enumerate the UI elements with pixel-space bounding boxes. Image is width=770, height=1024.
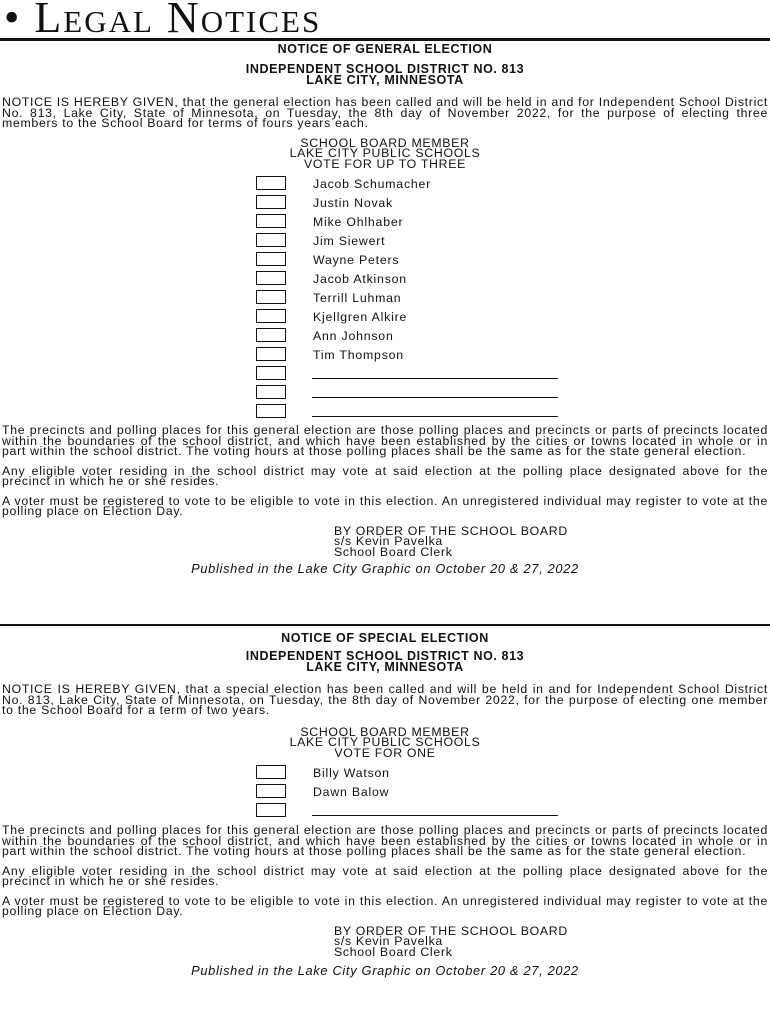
candidate-name: Kjellgren Alkire — [313, 310, 408, 324]
ballot-checkbox[interactable] — [256, 404, 286, 418]
ballot-checkbox[interactable] — [256, 195, 286, 209]
candidate-row — [0, 195, 770, 214]
candidate-row — [0, 309, 770, 328]
ballot-heading-1: SCHOOL BOARD MEMBER — [300, 135, 470, 150]
ballot-heading-3: VOTE FOR ONE — [334, 745, 436, 760]
ballot-checkbox[interactable] — [256, 214, 286, 228]
signature-line-1: BY ORDER OF THE SCHOOL BOARD — [334, 523, 568, 538]
candidate-name: Ann Johnson — [313, 329, 394, 343]
ballot-checkbox[interactable] — [256, 290, 286, 304]
notice-district: INDEPENDENT SCHOOL DISTRICT NO. 813 — [245, 62, 525, 76]
ballot-checkbox[interactable] — [256, 347, 286, 361]
candidate-row — [0, 347, 770, 366]
signature-line-2: s/s Kevin Pavelka — [334, 934, 443, 948]
ballot-checkbox[interactable] — [256, 176, 286, 190]
notice-district: INDEPENDENT SCHOOL DISTRICT NO. 813 — [245, 649, 525, 663]
signature-line-2: s/s Kevin Pavelka — [334, 534, 443, 548]
ballot-checkbox[interactable] — [256, 385, 286, 399]
candidate-name: Tim Thompson — [313, 348, 404, 362]
notice-intro: NOTICE IS HEREBY GIVEN, that a special election has been called and will be held in and for Independent School District No. 813, Lake City, State of Minnesota, on Tuesday, the 8th day of November 2022, for the purpose of electing one member to the School Board for a term of two years. — [2, 682, 768, 717]
notice-intro: NOTICE IS HEREBY GIVEN, that the general election has been called and will be held in and for Independent School District No. 813, Lake City, State of Minnesota, on Tuesday, the 8th day of November 2022, for the purpose of electing three members to the School Board for terms of fours years each. — [2, 95, 768, 130]
ballot-checkbox[interactable] — [256, 271, 286, 285]
candidate-row — [0, 176, 770, 195]
ballot-checkbox[interactable] — [256, 366, 286, 380]
candidate-name: Justin Novak — [313, 196, 393, 210]
notice-city: LAKE CITY, MINNESOTA — [306, 660, 464, 674]
notice-registration-paragraph: A voter must be registered to vote to be eligible to vote in this election. An unregistered individual may register to vote at the polling place on Election Day. — [2, 493, 768, 518]
notice-precincts-paragraph: The precincts and polling places for this general election are those polling places and precincts or parts of precincts located within the boundaries of the school district, and which have been established by the cities or towns located in whole or in part within the school district. The voting hours at those polling places shall be the same as for the state general election. — [2, 823, 768, 858]
candidate-row — [0, 214, 770, 233]
notice-eligibility-paragraph: Any eligible voter residing in the school district may vote at said election at the polling place designated above for the precinct in which he or she resides. — [2, 463, 768, 488]
ballot-checkbox[interactable] — [256, 252, 286, 266]
candidate-row — [0, 290, 770, 309]
ballot-checkbox[interactable] — [256, 328, 286, 342]
section-header — [0, 0, 770, 41]
write-in-line[interactable] — [312, 378, 558, 379]
signature-line-1: BY ORDER OF THE SCHOOL BOARD — [334, 923, 568, 938]
notice-precincts-paragraph: The precincts and polling places for this general election are those polling places and precincts or parts of precincts located within the boundaries of the school district, and which have been established by the cities or towns located in whole or in part within the school district. The voting hours at those polling places shall be the same as for the state general election. — [2, 423, 768, 458]
candidate-row — [0, 271, 770, 290]
candidate-row — [0, 233, 770, 252]
candidate-row — [0, 784, 770, 803]
notice-city: LAKE CITY, MINNESOTA — [306, 73, 464, 87]
candidate-name: Wayne Peters — [313, 253, 400, 267]
ballot-checkbox[interactable] — [256, 309, 286, 323]
write-in-line[interactable] — [312, 397, 558, 398]
ballot-checkbox[interactable] — [256, 803, 286, 817]
notice-title: NOTICE OF GENERAL ELECTION — [277, 42, 493, 56]
candidate-row — [0, 252, 770, 271]
ballot-checkbox[interactable] — [256, 784, 286, 798]
publication-note: Published in the Lake City Graphic on October 20 & 27, 2022 — [191, 963, 579, 978]
ballot-heading-2: LAKE CITY PUBLIC SCHOOLS — [289, 735, 481, 749]
publication-note: Published in the Lake City Graphic on October 20 & 27, 2022 — [191, 561, 579, 576]
general-election-notice — [0, 42, 770, 576]
notice-divider — [0, 624, 770, 626]
signature-line-3: School Board Clerk — [334, 944, 453, 959]
ballot-heading-1: SCHOOL BOARD MEMBER — [300, 724, 470, 739]
notice-title: NOTICE OF SPECIAL ELECTION — [281, 631, 489, 645]
ballot-heading-2: LAKE CITY PUBLIC SCHOOLS — [289, 146, 481, 160]
candidate-name: Dawn Balow — [313, 785, 390, 799]
candidate-name: Jacob Atkinson — [313, 272, 407, 286]
candidate-name: Billy Watson — [313, 766, 390, 780]
write-in-line[interactable] — [312, 815, 558, 816]
write-in-line[interactable] — [312, 416, 558, 417]
special-election-notice — [0, 631, 770, 978]
candidate-row — [0, 765, 770, 784]
write-in-row — [0, 404, 770, 423]
signature-line-3: School Board Clerk — [334, 544, 453, 559]
candidate-name: Mike Ohlhaber — [313, 215, 404, 229]
write-in-row — [0, 803, 770, 822]
section-title: • Legal Notices — [4, 0, 322, 42]
ballot-checkbox[interactable] — [256, 765, 286, 779]
notice-registration-paragraph: A voter must be registered to vote to be eligible to vote in this election. An unregistered individual may register to vote at the polling place on Election Day. — [2, 893, 768, 918]
ballot-heading-3: VOTE FOR UP TO THREE — [303, 156, 467, 171]
candidate-row — [0, 328, 770, 347]
candidate-name: Terrill Luhman — [313, 291, 402, 305]
write-in-row — [0, 366, 770, 385]
notice-eligibility-paragraph: Any eligible voter residing in the school district may vote at said election at the polling place designated above for the precinct in which he or she resides. — [2, 863, 768, 888]
write-in-row — [0, 385, 770, 404]
candidate-name: Jacob Schumacher — [313, 177, 432, 191]
ballot-checkbox[interactable] — [256, 233, 286, 247]
candidate-name: Jim Siewert — [313, 234, 386, 248]
